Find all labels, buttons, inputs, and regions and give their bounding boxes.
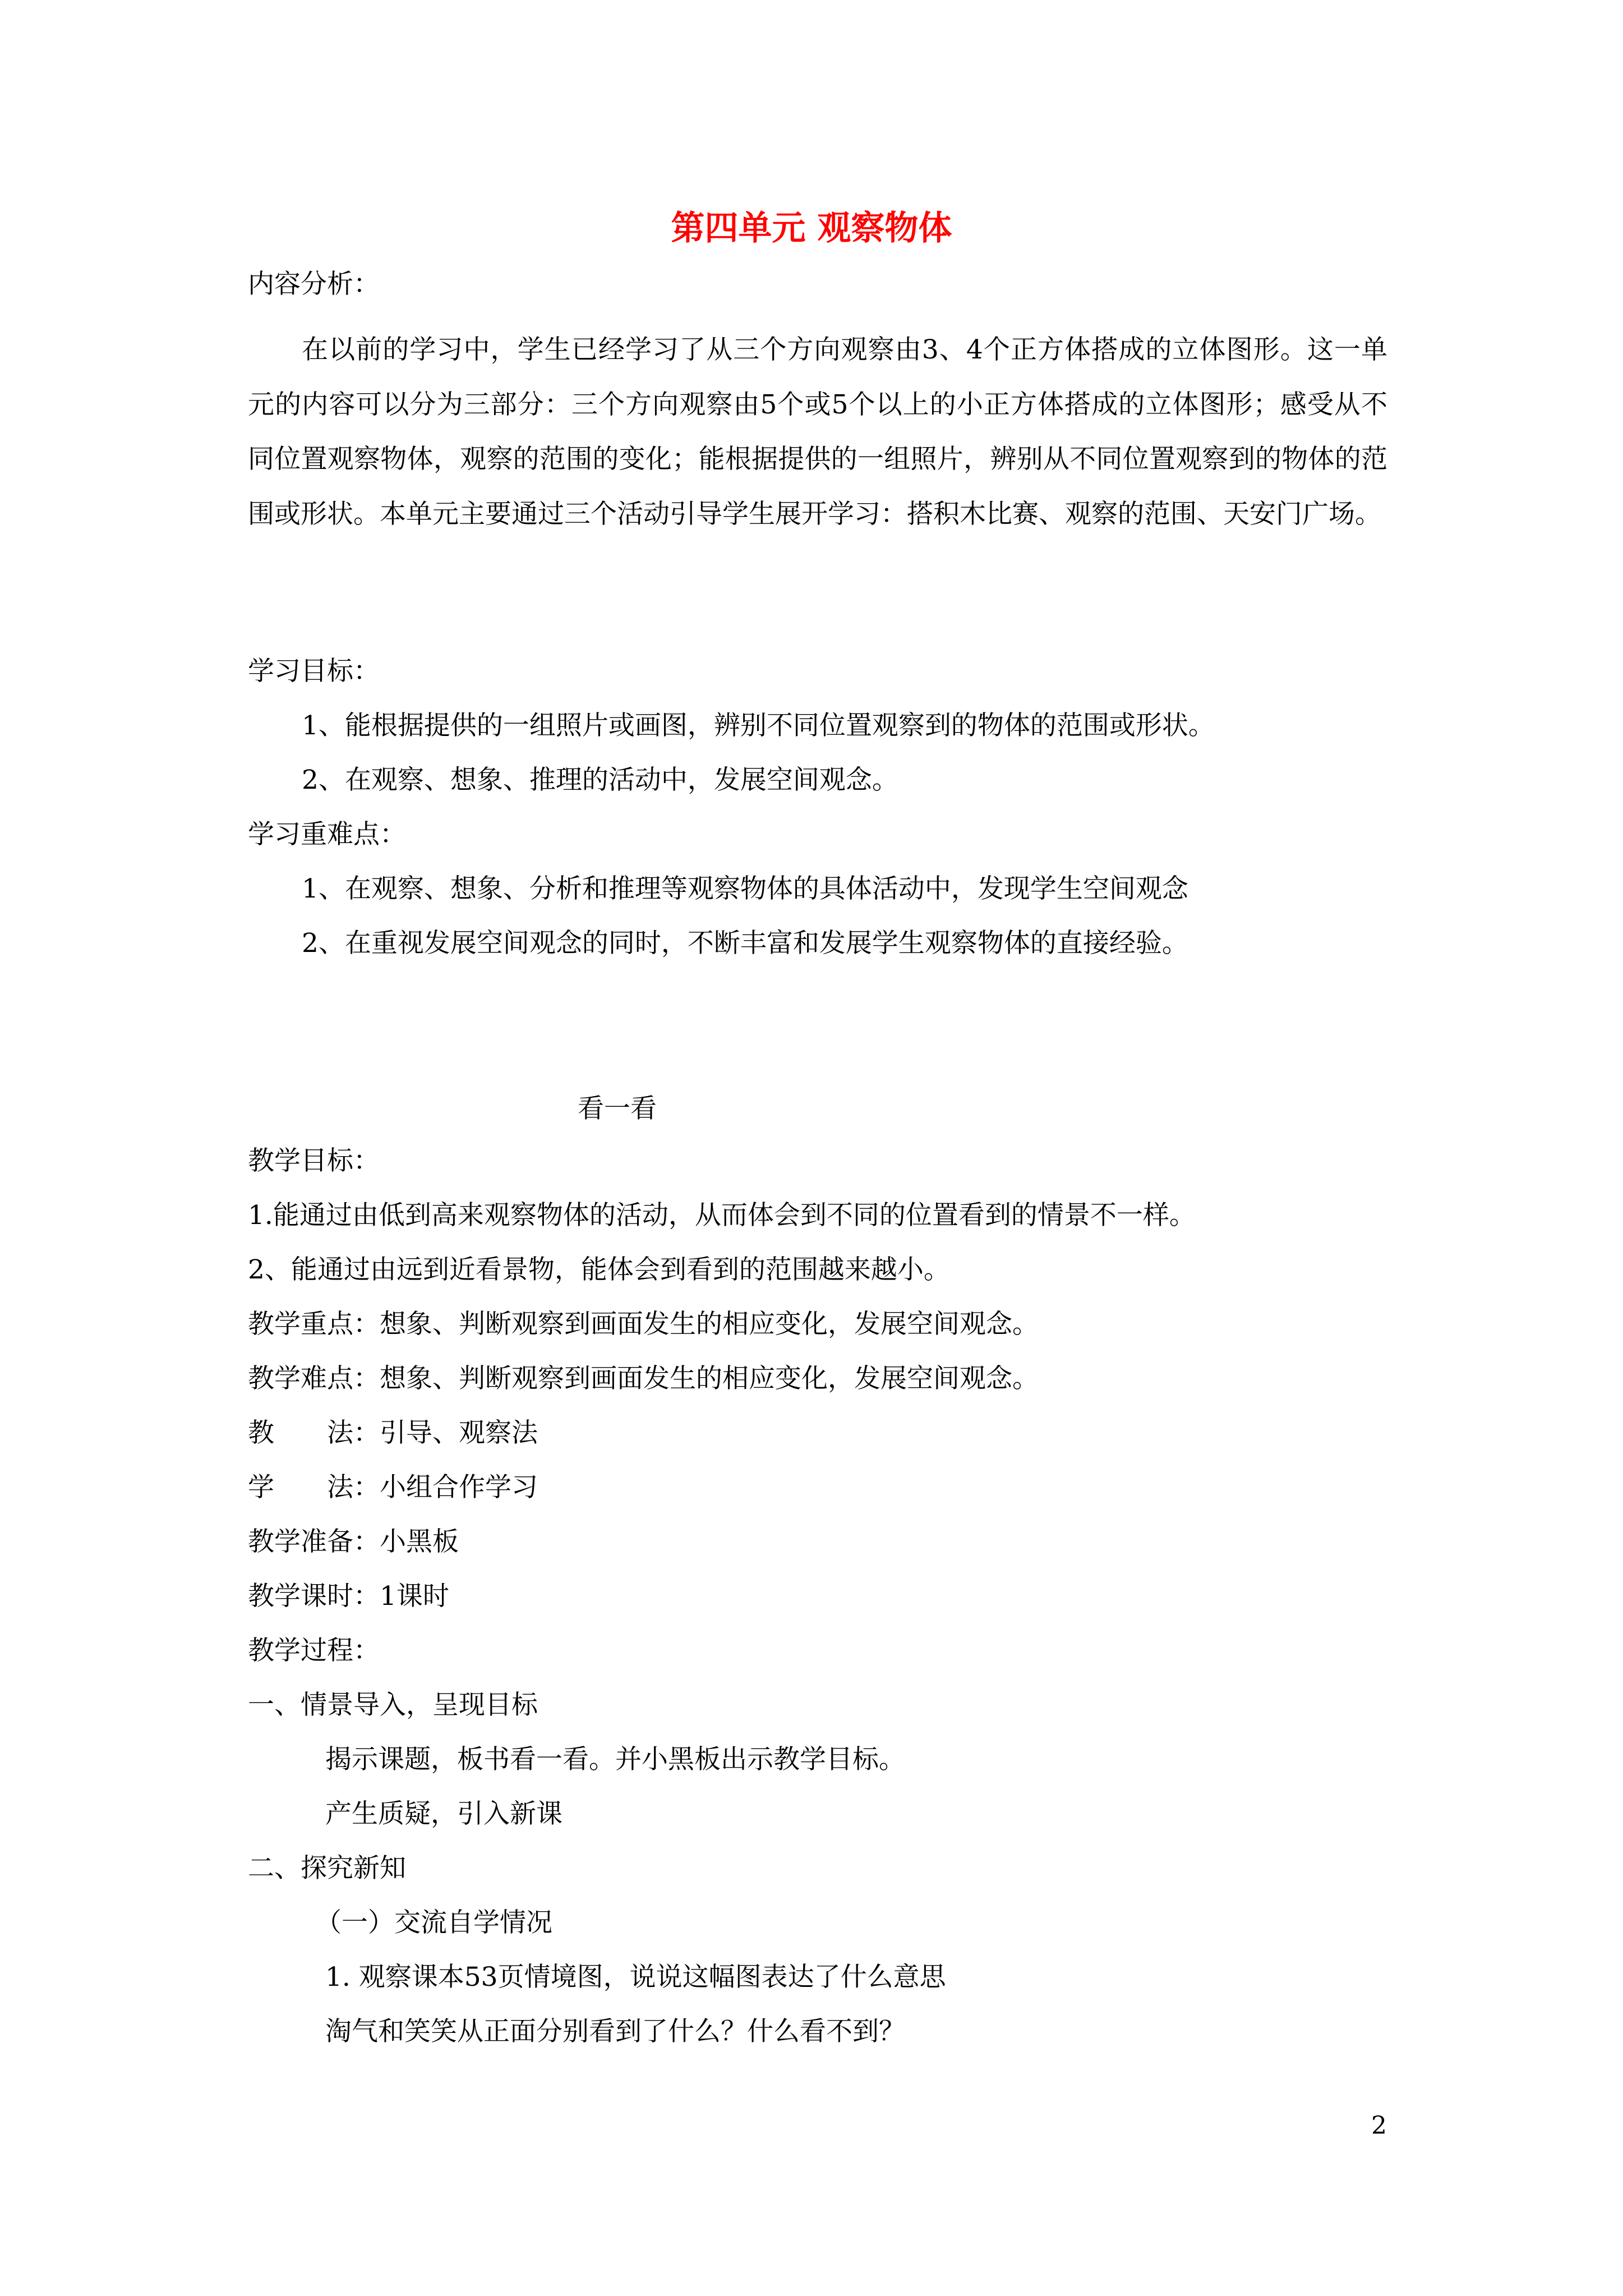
key-difficulty-item: 1、在观察、想象、分析和推理等观察物体的具体活动中，发现学生空间观念 — [302, 873, 1188, 904]
teaching-goal-item: 2、能通过由远到近看景物，能体会到看到的范围越来越小。 — [248, 1254, 950, 1285]
section-line: 产生质疑，引入新课 — [325, 1798, 562, 1829]
subsection-line: 1. 观察课本53页情境图，说说这幅图表达了什么意思 — [325, 1962, 946, 1993]
section-heading: 一、情景导入，呈现目标 — [248, 1690, 538, 1720]
lesson-title: 看一看 — [578, 1093, 657, 1124]
teaching-hours: 教学课时：1课时 — [248, 1581, 449, 1612]
section-line: 揭示课题，板书看一看。并小黑板出示教学目标。 — [325, 1744, 905, 1775]
content-analysis-heading: 内容分析： — [248, 269, 380, 300]
teaching-goals-heading: 教学目标： — [248, 1145, 380, 1176]
teaching-method-value: 引导、观察法 — [380, 1418, 538, 1448]
key-difficulties-heading: 学习重难点： — [248, 819, 406, 850]
learning-goal-item: 1、能根据提供的一组照片或画图，辨别不同位置观察到的物体的范围或形状。 — [302, 710, 1215, 741]
learning-goals-heading: 学习目标： — [248, 656, 380, 687]
teaching-method-label: 教 法： — [248, 1418, 380, 1448]
learning-goal-item: 2、在观察、想象、推理的活动中，发展空间观念。 — [302, 765, 898, 795]
teaching-key-point: 教学重点：想象、判断观察到画面发生的相应变化，发展空间观念。 — [248, 1309, 1039, 1340]
teaching-difficult-point: 教学难点：想象、判断观察到画面发生的相应变化，发展空间观念。 — [248, 1363, 1039, 1394]
subsection-line: 淘气和笑笑从正面分别看到了什么？什么看不到？ — [325, 2016, 905, 2047]
section-heading: 二、探究新知 — [248, 1853, 406, 1884]
unit-title: 第四单元 观察物体 — [671, 209, 952, 248]
learning-method-row — [248, 1468, 538, 1507]
teaching-goal-item: 1.能通过由低到高来观察物体的活动，从而体会到不同的位置看到的情景不一样。 — [248, 1200, 1196, 1231]
teaching-preparation: 教学准备：小黑板 — [248, 1526, 459, 1557]
content-analysis-paragraph: 在以前的学习中，学生已经学习了从三个方向观察由3、4个正方体搭成的立体图形。这一单元的内容可以分为三部分：三个方向观察由5个或5个以上的小正方体搭成的立体图形；感受从不同位置观察物体，观察的范围的变化；能根据提供的一组照片，辨别从不同位置观察到的物体的范围或形状。本单元主要通过三个活动引导学生展开学习：搭积木比赛、观察的范围、天安门广场。 — [248, 334, 1387, 530]
teaching-process-heading: 教学过程： — [248, 1635, 380, 1666]
learning-method-value: 小组合作学习 — [380, 1472, 538, 1503]
teaching-method-row — [248, 1414, 538, 1453]
learning-method-label: 学 法： — [248, 1472, 380, 1503]
key-difficulty-item: 2、在重视发展空间观念的同时，不断丰富和发展学生观察物体的直接经验。 — [302, 928, 1188, 959]
subsection-heading: （一）交流自学情况 — [315, 1907, 552, 1938]
page-number: 2 — [1371, 2111, 1387, 2140]
